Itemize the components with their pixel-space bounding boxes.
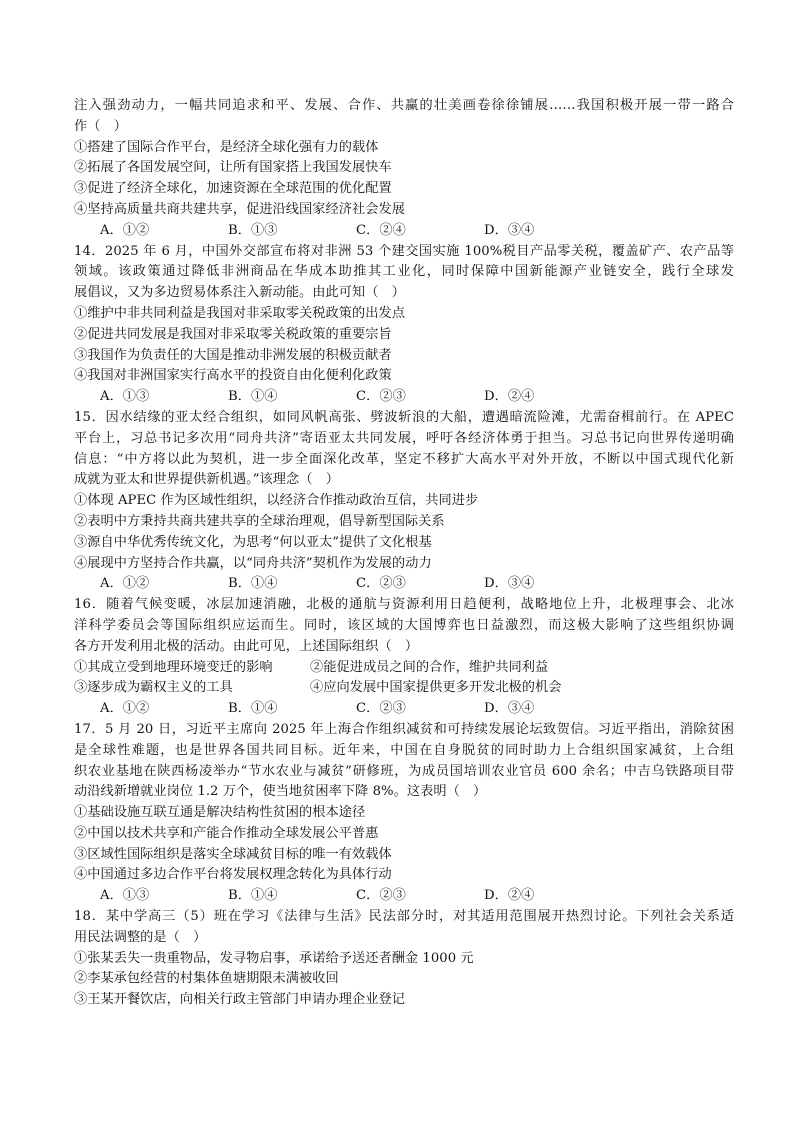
q14-options [74,387,734,408]
q13-option-a[interactable]: A．①② [100,222,150,238]
question-16 [74,595,734,720]
q17-stem-line-3: 织农业基地在陕西杨凌举办“节水农业与减贫”研修班，为成员国培训农业官员 600 余名；中吉乌铁路项目带 [74,763,734,779]
q17-item-2: ②中国以技术共享和产能合作推动全球发展公平普惠 [74,825,379,841]
q15-option-a[interactable]: A．①② [100,576,150,592]
q16-stem-line-3: 各方开发利用北极的活动。由此可见，上述国际组织（ ） [74,638,419,654]
q13-options [74,221,734,242]
q13-option-b[interactable]: B．①③ [228,222,278,238]
q16-item-1: ①其成立受到地理环境变迁的影响 [74,659,273,675]
q14-item-2: ②促进共同发展是我国对非采取零关税政策的重要宗旨 [74,326,392,342]
q18-item-1: ①张某丢失一贵重物品，发寻物启事，承诺给予送还者酬金 1000 元 [74,950,474,966]
question-14 [74,242,734,408]
q14-item-1: ①维护中非共同利益是我国对非采取零关税政策的出发点 [74,305,405,321]
q15-option-b[interactable]: B．①④ [228,576,278,592]
q13-item-4: ④坚持高质量共商共建共享，促进沿线国家经济社会发展 [74,201,405,217]
q13-item-1: ①搭建了国际合作平台，是经济全球化强有力的载体 [74,139,379,155]
q15-option-d[interactable]: D．③④ [484,576,535,592]
q18-stem-line-1: 18．某中学高三（5）班在学习《法律与生活》民法部分时，对其适用范围展开热烈讨论。下列社会关系适 [74,909,734,925]
q17-item-4: ④中国通过多边合作平台将发展权理念转化为具体行动 [74,867,392,883]
q14-option-c[interactable]: C．②③ [356,389,406,405]
q14-option-b[interactable]: B．①④ [228,389,278,405]
q17-option-d[interactable]: D．②④ [484,888,535,904]
question-15 [74,408,734,595]
q16-option-d[interactable]: D．③④ [484,701,535,717]
question-13 [74,96,734,242]
q16-option-b[interactable]: B．①④ [228,701,278,717]
q15-stem-line-4: 成就为亚太和世界提供新机遇。”该理念（ ） [74,472,339,488]
q15-item-3: ③源自中华优秀传统文化，为思考“何以亚太”提供了文化根基 [74,534,432,550]
q16-options [74,699,734,720]
q17-option-a[interactable]: A．①③ [100,888,150,904]
q16-items-row-1 [74,658,734,679]
q17-option-b[interactable]: B．①④ [228,888,278,904]
question-17 [74,720,734,907]
q15-stem-line-3: 信息：“中方将以此为契机，进一步全面深化改革，坚定不移扩大高水平对外开放，不断以中国式现代化新 [74,451,734,467]
q15-stem-line-1: 15．因水结缘的亚太经合组织，如同风帆高张、劈波斩浪的大船，遭遇暗流险滩，尤需奋楫前行。在 APEC [74,409,734,425]
q16-item-4: ④应向发展中国家提供更多开发北极的机会 [310,680,562,696]
q14-stem-line-2: 领域。该政策通过降低非洲商品在华成本助推其工业化，同时保障中国新能源产业链安全，践行全球发 [74,264,734,280]
q15-option-c[interactable]: C．②③ [356,576,406,592]
q18-item-2: ②李某承包经营的村集体鱼塘期限未满被收回 [74,971,339,987]
q15-item-2: ②表明中方秉持共商共建共享的全球治理观，倡导新型国际关系 [74,513,445,529]
q13-option-d[interactable]: D．③④ [484,222,535,238]
q17-options [74,886,734,907]
q15-options [74,574,734,595]
q13-stem-line-1: 注入强劲动力，一幅共同追求和平、发展、合作、共赢的壮美画卷徐徐铺展……我国积极开展一带一路合 [74,98,734,113]
q13-stem-line-2: 作（ ） [74,118,127,134]
q16-option-a[interactable]: A．①② [100,701,150,717]
q17-item-3: ③区域性国际组织是落实全球减贫目标的唯一有效载体 [74,846,392,862]
q13-item-2: ②拓展了各国发展空间，让所有国家搭上我国发展快车 [74,160,392,176]
q16-option-c[interactable]: C．②③ [356,701,406,717]
q15-stem-line-2: 平台上，习总书记多次用“同舟共济”寄语亚太共同发展，呼吁各经济体勇于担当。习总书记向世界传递明确 [74,430,734,446]
q14-item-4: ④我国对非洲国家实行高水平的投资自由化便利化政策 [74,368,392,384]
q17-stem-line-2: 是全球性难题，也是世界各国共同目标。近年来，中国在自身脱贫的同时助力上合组织国家减贫，上合组 [74,742,734,758]
q13-item-3: ③促进了经济全球化，加速资源在全球范围的优化配置 [74,181,392,197]
q17-stem-line-1: 17．5 月 20 日，习近平主席向 2025 年上海合作组织减贫和可持续发展论坛致贺信。习近平指出，消除贫困 [74,721,734,737]
q14-stem-line-3: 展倡议，又为多边贸易体系注入新动能。由此可知（ ） [74,285,405,301]
q16-item-3: ③逐步成为霸权主义的工具 [74,680,233,696]
q17-option-c[interactable]: C．②③ [356,888,406,904]
q16-stem-line-2: 洋科学委员会等国际组织应运而生。同时，该区域的大国博弈也日益激烈，而这极大影响了这些组织协调 [74,617,734,633]
q17-item-1: ①基础设施互联互通是解决结构性贫困的根本途径 [74,805,366,821]
q14-item-3: ③我国作为负责任的大国是推动非洲发展的积极贡献者 [74,347,392,363]
q18-stem-line-2: 用民法调整的是（ ） [74,929,207,945]
q15-item-4: ④展现中方坚持合作共赢，以“同舟共济”契机作为发展的动力 [74,555,432,571]
q16-item-2: ②能促进成员之间的合作，维护共同利益 [310,659,549,675]
q18-item-3: ③王某开餐饮店，向相关行政主管部门申请办理企业登记 [74,992,405,1008]
q15-item-1: ①体现 APEC 作为区域性组织，以经济合作推动政治互信，共同进步 [74,493,479,509]
q14-stem-line-1: 14．2025 年 6 月，中国外交部宣布将对非洲 53 个建交国实施 100%税目产品零关税，覆盖矿产、农产品等 [74,243,734,259]
exam-page [74,96,734,1011]
question-18 [74,907,734,1011]
q14-option-d[interactable]: D．②④ [484,389,535,405]
q16-stem-line-1: 16．随着气候变暖，冰层加速消融，北极的通航与资源利用日趋便利，战略地位上升，北极理事会、北冰 [74,597,734,613]
q14-option-a[interactable]: A．①③ [100,389,150,405]
q16-items-row-2 [74,678,734,699]
q13-option-c[interactable]: C．②④ [356,222,406,238]
q17-stem-line-4: 动沿线新增就业岗位 1.2 万个，使当地贫困率下降 8%。这表明（ ） [74,784,487,800]
